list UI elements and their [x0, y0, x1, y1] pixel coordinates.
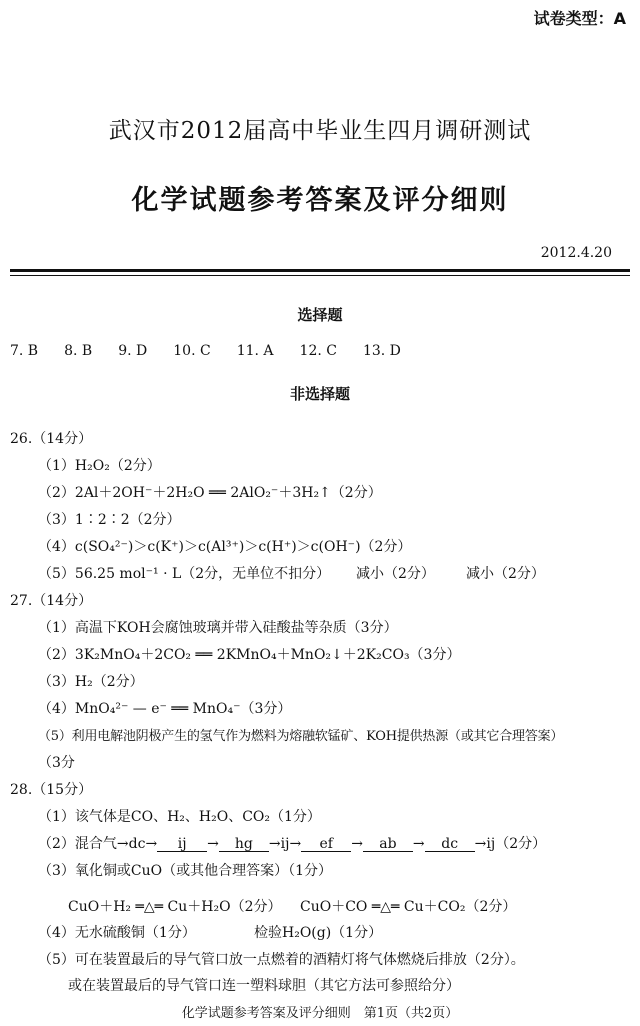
- connection-blank: hg: [219, 837, 269, 852]
- q26-answer-2: （2）2Al＋2OH⁻＋2H₂O ══ 2AlO₂⁻＋3H₂↑（2分）: [38, 485, 382, 501]
- flow-arrow: →: [412, 836, 425, 852]
- answer-item: 11. A: [236, 343, 274, 359]
- q26-heading: 26.（14分）: [10, 431, 93, 447]
- q27-answer-5-score: （3分: [38, 755, 75, 771]
- page-footer: 化学试题参考答案及评分细则 第1页（共2页）: [181, 1006, 459, 1021]
- q26-answer-4: （4）c(SO₄²⁻)＞c(K⁺)＞c(Al³⁺)＞c(H⁺)＞c(OH⁻)（2分）: [38, 539, 412, 555]
- answer-item: 9. D: [118, 343, 148, 359]
- q27-answer-5: （5）利用电解池阴极产生的氢气作为燃料为熔融软锰矿、KOH提供热源（或其它合理答案）: [38, 729, 564, 744]
- q27-answer-3: （3）H₂（2分）: [38, 674, 144, 690]
- answer-item: 12. C: [299, 343, 337, 359]
- answer-item: 8. B: [64, 343, 93, 359]
- q28-answer-4a: （4）无水硫酸铜（1分）: [38, 925, 196, 941]
- document-date: 2012.4.20: [540, 245, 612, 261]
- answer-item: 10. C: [173, 343, 211, 359]
- flow-connector: →ij→: [268, 836, 302, 852]
- connection-blank: ab: [363, 837, 413, 852]
- connection-blank: ef: [301, 837, 351, 852]
- q27-answer-4: （4）MnO₄²⁻ — e⁻ ══ MnO₄⁻（3分）: [38, 701, 292, 717]
- q28-answer-4b: 检验H₂O(g)（1分）: [254, 925, 383, 941]
- document-title: 化学试题参考答案及评分细则: [131, 185, 509, 216]
- flow-arrow: →: [351, 836, 363, 852]
- q28-equation-2: CuO＋CO ═△═ Cu＋CO₂（2分）: [300, 899, 517, 915]
- q26-answer-5c: 减小（2分）: [466, 566, 545, 582]
- q28-answer-2: [38, 833, 546, 853]
- q28-answer-5: （5）可在装置最后的导气管口放一点燃着的酒精灯将气体燃烧后排放（2分）。: [38, 952, 525, 968]
- choice-answers: [10, 343, 427, 359]
- header-divider-thick: [10, 269, 630, 272]
- connection-blank: ij: [157, 837, 207, 852]
- connection-blank: dc: [425, 837, 475, 852]
- q28-answer-1: （1）该气体是CO、H₂、H₂O、CO₂（1分）: [38, 809, 321, 825]
- q27-answer-2: （2）3K₂MnO₄＋2CO₂ ══ 2KMnO₄＋MnO₂↓＋2K₂CO₃（3分）: [38, 647, 461, 663]
- q28-answer-5-alt: 或在装置最后的导气管口连一塑料球胆（其它方法可参照给分）: [68, 978, 460, 994]
- q28-answer-2-prefix: （2）混合气→dc→: [38, 836, 158, 852]
- answer-item: 7. B: [10, 343, 39, 359]
- q28-answer-3: （3）氧化铜或CuO（或其他合理答案）（1分）: [38, 863, 333, 879]
- q27-answer-1: （1）高温下KOH会腐蚀玻璃并带入硅酸盐等杂质（3分）: [38, 620, 398, 636]
- flow-arrow: →: [207, 836, 219, 852]
- nonchoice-section-heading: 非选择题: [289, 385, 350, 403]
- paper-type-label: 试卷类型：A: [533, 9, 626, 28]
- q26-answer-5b: 减小（2分）: [356, 566, 435, 582]
- q28-heading: 28.（15分）: [10, 782, 93, 798]
- q26-answer-3: （3）1∶2∶2（2分）: [38, 512, 181, 528]
- q28-answer-2-suffix: →ij（2分）: [474, 836, 547, 852]
- exam-title: 武汉市2012届高中毕业生四月调研测试: [108, 118, 532, 144]
- q27-heading: 27.（14分）: [10, 593, 93, 609]
- header-divider-thin: [10, 275, 630, 276]
- q28-equation-1: CuO＋H₂ ═△═ Cu＋H₂O（2分）: [68, 899, 282, 915]
- q26-answer-1: （1）H₂O₂（2分）: [38, 458, 161, 474]
- answer-item: 13. D: [362, 343, 401, 359]
- q26-answer-5a: （5）56.25 mol⁻¹ · L（2分，无单位不扣分）: [38, 566, 331, 582]
- choice-section-heading: 选择题: [297, 306, 343, 324]
